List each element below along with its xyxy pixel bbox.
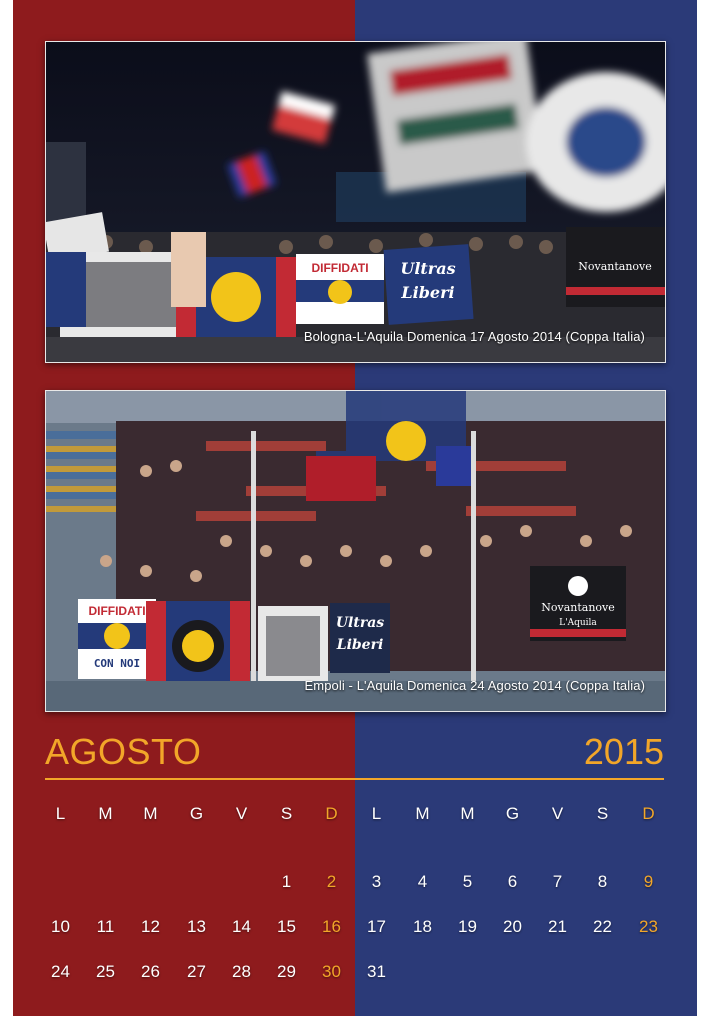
calendar-day: 17 (367, 917, 386, 936)
weekday-label: L (371, 804, 382, 823)
banner-laquila-text: L'Aquila (559, 618, 597, 628)
calendar-day: 29 (277, 962, 296, 981)
weekday-label: V (551, 804, 564, 823)
year-title: 2015 (583, 731, 664, 772)
banner-con-noi-text: CON NOI (93, 657, 141, 670)
calendar-day: 7 (552, 872, 563, 891)
calendar-day: 21 (548, 917, 567, 936)
weekday-label: M (460, 804, 475, 823)
calendar-day: 28 (232, 962, 251, 981)
photo-caption-1: Bologna-L'Aquila Domenica 17 Agosto 2014 (Coppa Italia) (303, 329, 645, 344)
photo-empoli (45, 390, 666, 712)
photo-bologna (45, 41, 666, 363)
month-title: AGOSTO (45, 731, 202, 772)
weekday-label: D (325, 804, 338, 823)
weekday-label: G (189, 804, 204, 823)
calendar-day: 12 (141, 917, 160, 936)
calendar-day: 19 (458, 917, 477, 936)
title-divider (45, 778, 664, 780)
photo-caption-2: Empoli - L'Aquila Domenica 24 Agosto 2014 (Coppa Italia) (304, 678, 645, 693)
banner-ultras-text: Ultras (400, 259, 456, 278)
calendar-day: 5 (462, 872, 473, 891)
calendar-day: 13 (187, 917, 206, 936)
calendar-day: 25 (96, 962, 115, 981)
calendar-day: 1 (281, 872, 292, 891)
calendar-day: 22 (593, 917, 612, 936)
calendar-day: 14 (232, 917, 251, 936)
weekday-label: D (642, 804, 655, 823)
weekday-label: L (55, 804, 66, 823)
calendar-day: 6 (507, 872, 518, 891)
calendar-day: 16 (322, 917, 341, 936)
banner-novantanove-text-2: Novantanove (541, 601, 615, 614)
calendar-day: 11 (96, 917, 115, 936)
banner-diffidati-text: DIFFIDATI (311, 261, 369, 275)
banner-liberi-text: Liberi (401, 283, 455, 302)
calendar-day: 27 (187, 962, 206, 981)
calendar-day: 23 (639, 917, 658, 936)
calendar-day: 26 (141, 962, 160, 981)
weekday-label: M (415, 804, 430, 823)
banner-novantanove-text: Novantanove (578, 260, 652, 273)
weekday-label: V (235, 804, 248, 823)
stadium-photo-1 (46, 42, 665, 362)
calendar-day: 15 (277, 917, 296, 936)
weekday-label: M (143, 804, 158, 823)
stadium-photo-2 (46, 391, 665, 711)
banner-liberi-text-2: Liberi (336, 637, 384, 653)
calendar-day: 2 (326, 872, 337, 891)
weekday-label: S (280, 804, 293, 823)
calendar-day: 9 (643, 872, 654, 891)
weekday-label: G (505, 804, 520, 823)
calendar-day: 4 (417, 872, 428, 891)
calendar-day: 30 (322, 962, 341, 981)
calendar-day: 8 (597, 872, 608, 891)
weekday-label: M (98, 804, 113, 823)
calendar-day: 3 (371, 872, 382, 891)
calendar-day: 18 (413, 917, 432, 936)
banner-ultras-text-2: Ultras (335, 615, 385, 631)
calendar-day: 24 (51, 962, 70, 981)
calendar-day: 10 (51, 917, 70, 936)
calendar-day: 31 (367, 962, 386, 981)
calendar-day: 20 (503, 917, 522, 936)
banner-diffidati-text-2: DIFFIDATI (88, 604, 146, 618)
weekday-label: S (596, 804, 609, 823)
